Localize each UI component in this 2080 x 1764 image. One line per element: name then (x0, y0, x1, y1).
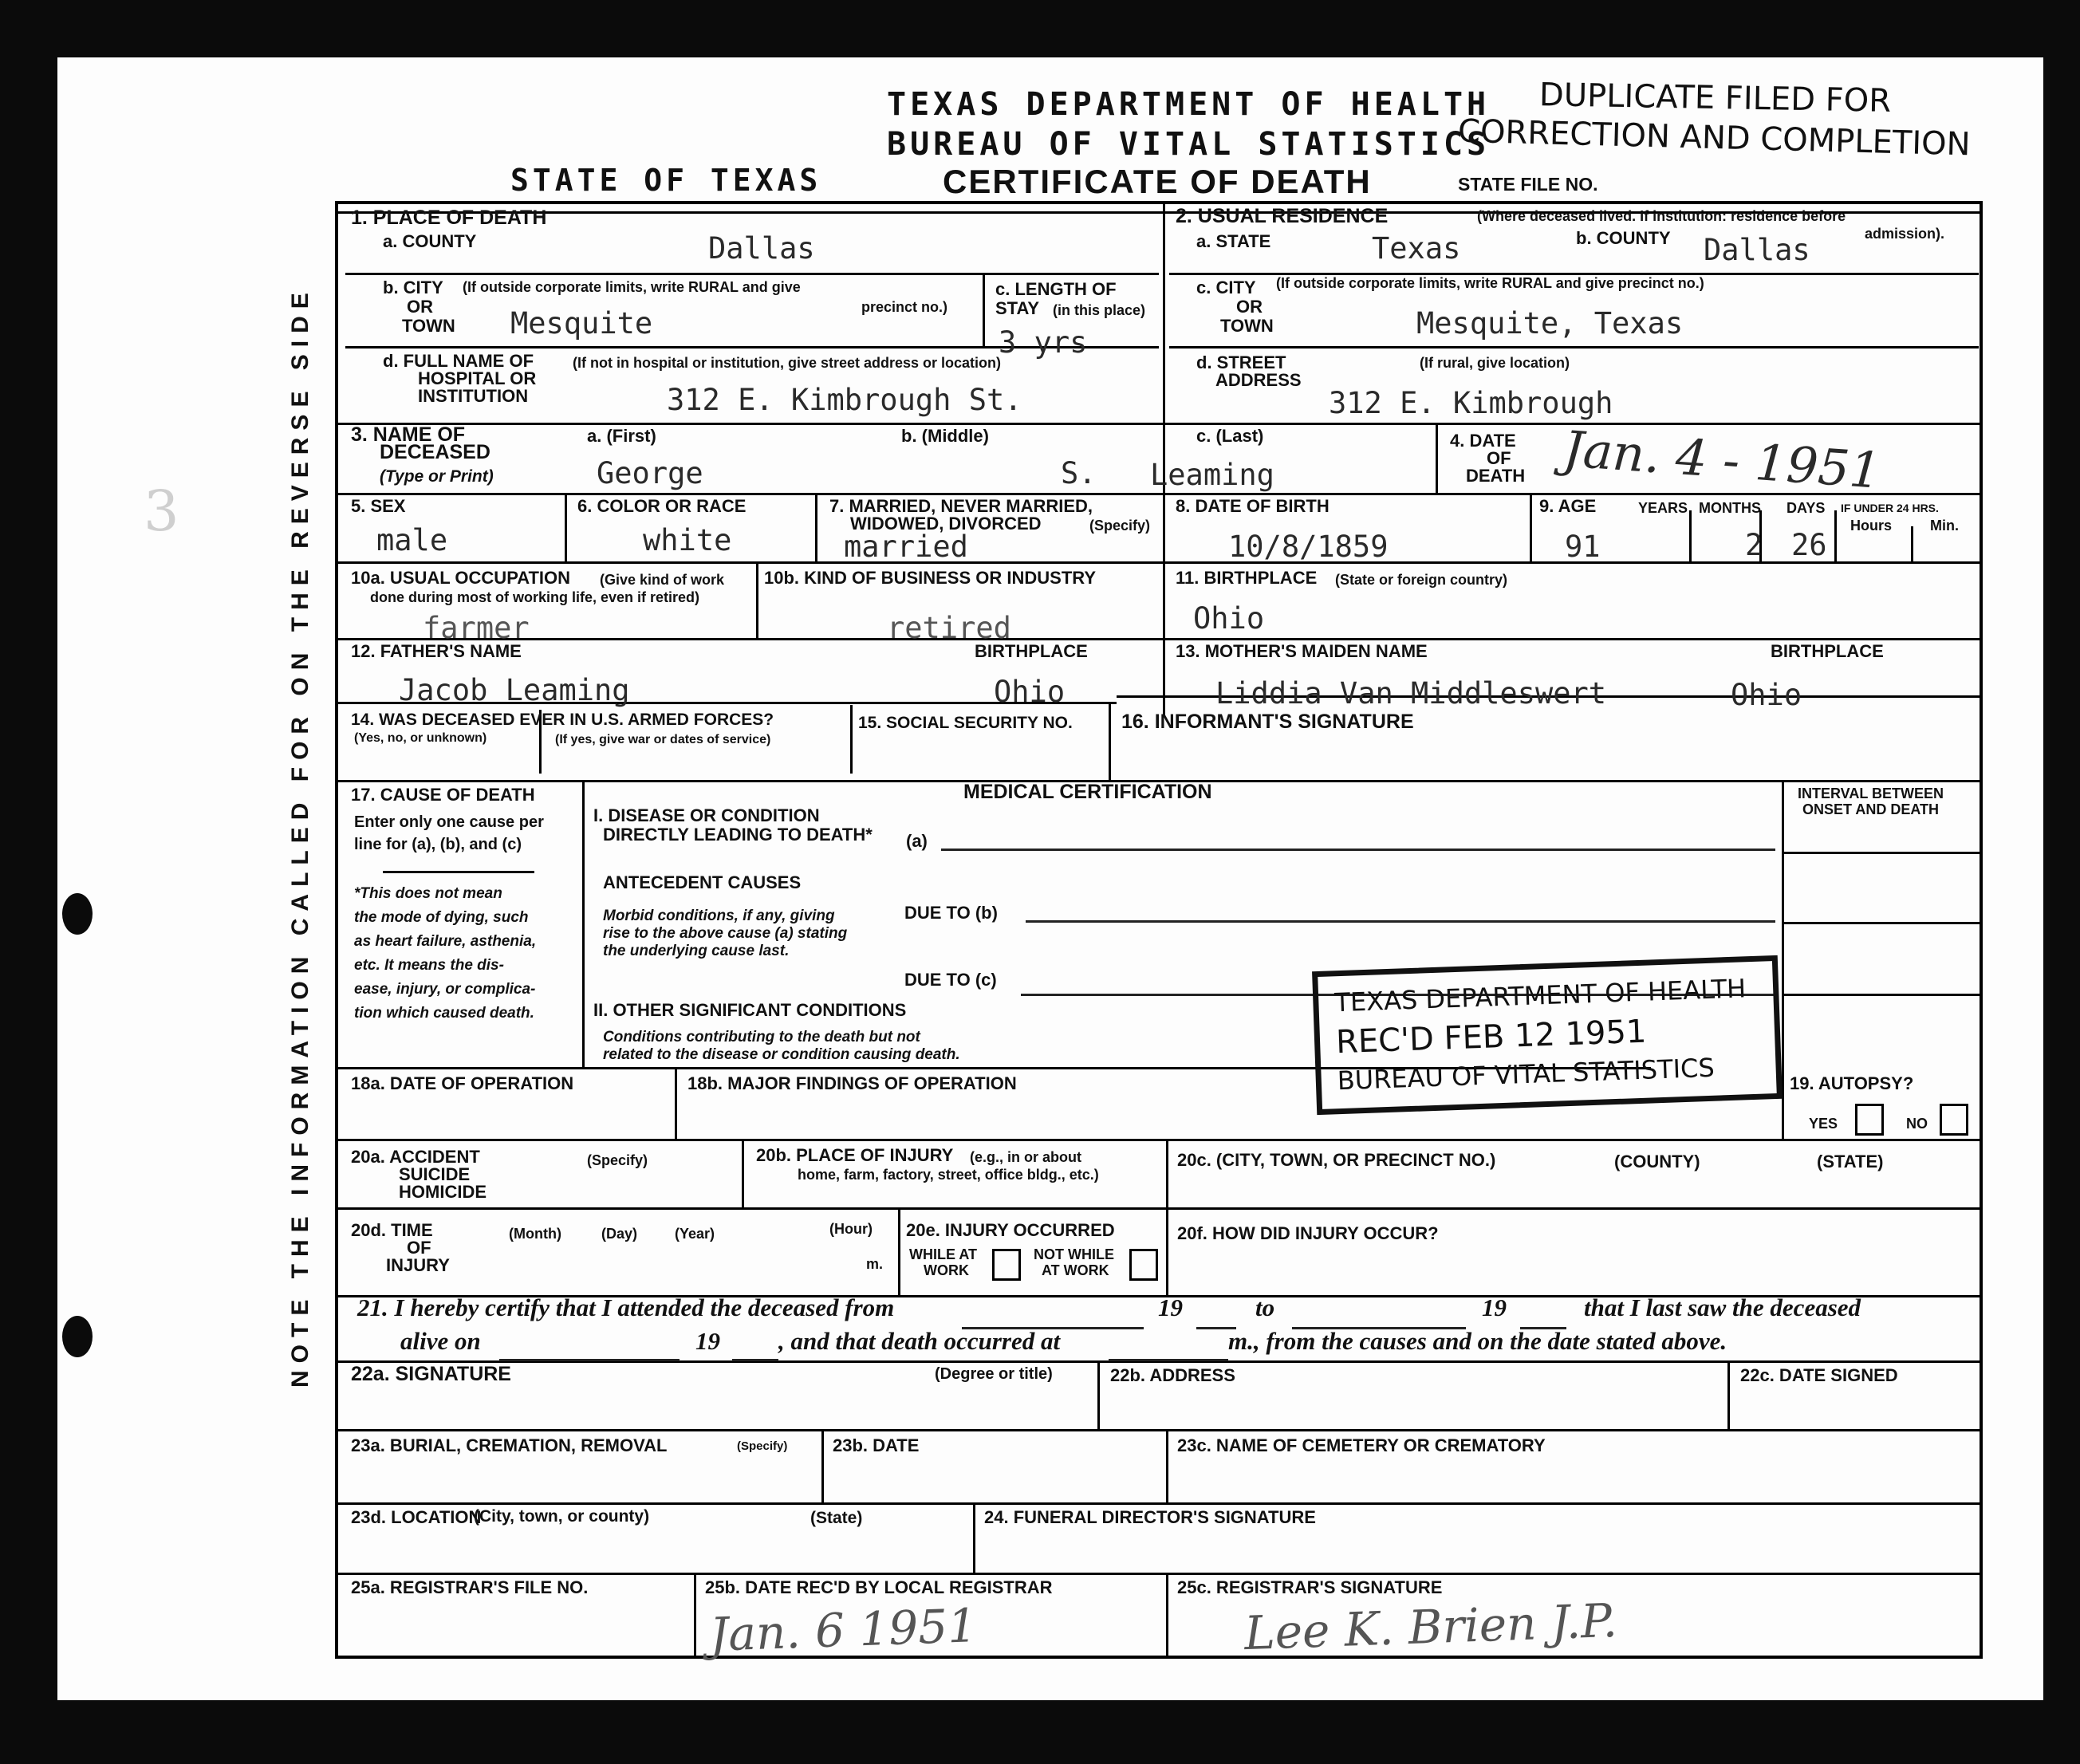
armed-forces-note-2: (If yes, give war or dates of service) (555, 733, 771, 746)
place-of-injury-label: 20b. PLACE OF INJURY (756, 1145, 954, 1165)
certify-death-occurred: , and that death occurred at (778, 1327, 1061, 1355)
res-county-label: b. COUNTY (1576, 228, 1671, 248)
date-recd-value: Jan. 6 1951 (708, 1598, 979, 1662)
punch-hole (62, 1316, 93, 1357)
res-city-or: OR (1236, 297, 1263, 317)
hospital-label-3: INSTITUTION (418, 386, 529, 406)
certify-19b: 19 (1482, 1293, 1507, 1321)
degree-title-label: (Degree or title) (935, 1365, 1053, 1383)
cause-footnote-1: *This does not mean (354, 885, 502, 902)
last-name-label: c. (Last) (1196, 426, 1264, 446)
marital-value: married (844, 530, 968, 564)
date-of-operation-label: 18a. DATE OF OPERATION (351, 1073, 574, 1093)
injury-m-label: m. (866, 1256, 884, 1272)
business-label: 10b. KIND OF BUSINESS OR INDUSTRY (764, 568, 1097, 588)
middle-name-value: S. (1061, 456, 1097, 490)
sex-label: 5. SEX (351, 496, 406, 516)
age-months-value: 2 (1745, 528, 1763, 562)
cause-footnote-6: tion which caused death. (354, 1005, 534, 1022)
medical-certification-heading: MEDICAL CERTIFICATION (963, 781, 1212, 803)
certify-to: to (1255, 1293, 1275, 1321)
operation-findings-label: 18b. MAJOR FINDINGS OF OPERATION (687, 1073, 1017, 1093)
certify-19c: 19 (695, 1327, 720, 1355)
age-label: 9. AGE (1539, 496, 1597, 516)
date-of-death-death: DEATH (1466, 466, 1526, 486)
due-to-c-label: DUE TO (c) (904, 970, 997, 990)
burial-label: 23a. BURIAL, CREMATION, REMOVAL (351, 1435, 668, 1455)
father-birthplace-label: BIRTHPLACE (975, 641, 1088, 661)
city-note: (If outside corporate limits, write RURAL and give (463, 279, 801, 295)
res-street-label-2: ADDRESS (1215, 370, 1302, 390)
age-hours-label: Hours (1850, 518, 1893, 534)
stamp-line3: BUREAU OF VITAL STATISTICS (1337, 1052, 1716, 1097)
father-birthplace-value: Ohio (994, 675, 1066, 709)
hospital-note: (If not in hospital or institution, give street address or location) (573, 355, 1002, 371)
not-while-at-work-label: NOT WHILE (1034, 1246, 1114, 1262)
age-under-24-label: IF UNDER 24 HRS. (1841, 502, 1939, 514)
autopsy-label: 19. AUTOPSY? (1790, 1073, 1914, 1093)
res-city-town: TOWN (1220, 316, 1274, 336)
res-street-label: d. STREET (1196, 352, 1286, 372)
autopsy-yes-checkbox[interactable] (1855, 1104, 1884, 1136)
accident-label: 20a. ACCIDENT (351, 1147, 480, 1167)
interval-label: INTERVAL BETWEEN (1798, 786, 1944, 801)
middle-name-label: b. (Middle) (901, 426, 989, 446)
antecedent-label: ANTECEDENT CAUSES (603, 872, 802, 892)
marital-specify: (Specify) (1089, 518, 1151, 534)
res-city-value: Mesquite, Texas (1416, 306, 1684, 341)
age-days-value: 26 (1791, 528, 1827, 562)
length-of-stay-value: 3 yrs (999, 325, 1088, 360)
cause-footnote-5: ease, injury, or complica- (354, 981, 536, 998)
birthplace-note: (State or foreign country) (1335, 572, 1508, 588)
morbid-note-3: the underlying cause last. (603, 943, 790, 959)
margin-mark: 3 (144, 478, 179, 544)
autopsy-no-label: NO (1906, 1116, 1928, 1132)
duplicate-stamp-line1: DUPLICATE FILED FOR (1538, 77, 1892, 120)
cemetery-label: 23c. NAME OF CEMETERY OR CREMATORY (1177, 1435, 1546, 1455)
date-of-death-value: Jan. 4 - 1951 (1561, 419, 1883, 500)
city-note-precinct: precinct no.) (861, 299, 948, 315)
county-value: Dallas (708, 231, 815, 266)
armed-forces-label: 14. WAS DECEASED EVER IN U.S. ARMED FORCES? (351, 711, 774, 729)
occupation-note-2: done during most of working life, even if retired) (370, 589, 700, 605)
place-of-injury-note-2: home, farm, factory, street, office bldg., etc.) (798, 1167, 1099, 1183)
name-label: 3. NAME OF (351, 423, 466, 446)
date-signed-label: 22c. DATE SIGNED (1740, 1365, 1898, 1385)
place-of-injury-note: (e.g., in or about (970, 1149, 1081, 1165)
state-heading: STATE OF TEXAS (510, 163, 822, 198)
disease-label: I. DISEASE OR CONDITION (593, 805, 820, 825)
usual-residence-label: 2. USUAL RESIDENCE (1176, 205, 1389, 227)
funeral-director-label: 24. FUNERAL DIRECTOR'S SIGNATURE (984, 1507, 1316, 1527)
state-file-no-label: STATE FILE NO. (1458, 174, 1598, 195)
occupation-value: farmer (423, 611, 530, 645)
county-label: a. COUNTY (383, 231, 477, 251)
autopsy-yes-label: YES (1809, 1116, 1838, 1132)
morbid-note-1: Morbid conditions, if any, giving (603, 908, 835, 924)
res-street-value: 312 E. Kimbrough (1329, 386, 1613, 420)
cause-footnote-4: etc. It means the dis- (354, 957, 504, 974)
injury-hour-label: (Hour) (829, 1221, 873, 1237)
cause-footnote-3: as heart failure, asthenia, (354, 933, 537, 950)
certify-last-seen: that I last saw the deceased (1584, 1293, 1861, 1321)
location-note: (City, town, or county) (474, 1507, 650, 1526)
registrar-file-no-label: 25a. REGISTRAR'S FILE NO. (351, 1577, 589, 1597)
res-city-label: c. CITY (1196, 278, 1256, 297)
father-value: Jacob Leaming (399, 673, 630, 707)
usual-residence-note: (Where deceased lived. If institution: residence before (1477, 208, 1846, 224)
hospital-value: 312 E. Kimbrough St. (667, 383, 1022, 417)
race-value: white (643, 523, 732, 557)
morbid-note-2: rise to the above cause (a) stating (603, 925, 848, 942)
cause-footnote-2: the mode of dying, such (354, 909, 529, 926)
location-state-label: (State) (810, 1509, 863, 1527)
cause-of-death-label: 17. CAUSE OF DEATH (351, 785, 535, 805)
dept-heading: TEXAS DEPARTMENT OF HEALTH (887, 86, 1491, 123)
received-stamp (1312, 955, 1783, 1115)
not-while-at-work-checkbox[interactable] (1129, 1249, 1158, 1281)
due-to-b-label: DUE TO (b) (904, 903, 998, 923)
dob-value: 10/8/1859 (1228, 530, 1389, 564)
registrar-signature-value: Lee K. Brien J.P. (1243, 1593, 1618, 1661)
date-of-death-label: 4. DATE (1450, 431, 1516, 451)
birthplace-value: Ohio (1193, 601, 1265, 636)
place-of-death-label: 1. PLACE OF DEATH (351, 207, 547, 229)
duplicate-stamp-line2: CORRECTION AND COMPLETION (1457, 112, 1972, 163)
stamp-line1: TEXAS DEPARTMENT OF HEALTH (1333, 973, 1747, 1018)
injury-county-label: (COUNTY) (1614, 1152, 1700, 1171)
deceased-label: DECEASED (380, 441, 490, 463)
ssn-label: 15. SOCIAL SECURITY NO. (858, 714, 1073, 732)
time-of-injury-label: 20d. TIME (351, 1220, 433, 1240)
autopsy-no-checkbox[interactable] (1940, 1104, 1968, 1136)
type-or-print-label: (Type or Print) (380, 467, 494, 486)
birthplace-label: 11. BIRTHPLACE (1176, 568, 1318, 588)
injury-occurred-label: 20e. INJURY OCCURRED (906, 1220, 1115, 1240)
res-county-value: Dallas (1704, 233, 1810, 267)
certify-19a: 19 (1158, 1293, 1183, 1321)
marital-label-2: WIDOWED, DIVORCED (850, 514, 1042, 534)
injury-year-label: (Year) (675, 1226, 715, 1242)
father-label: 12. FATHER'S NAME (351, 641, 522, 661)
length-of-stay-label: c. LENGTH OF (995, 279, 1117, 299)
res-state-label: a. STATE (1196, 231, 1271, 251)
homicide-label: HOMICIDE (399, 1182, 487, 1202)
business-value: retired (887, 611, 1011, 645)
city-or-label: OR (407, 297, 433, 317)
stay-label: STAY (995, 298, 1040, 318)
not-while-at-work-label-2: AT WORK (1042, 1262, 1109, 1278)
mother-value: Liddia Van Middleswert (1215, 676, 1607, 711)
age-min-label: Min. (1930, 518, 1959, 534)
armed-forces-note: (Yes, no, or unknown) (354, 731, 487, 745)
city-label: b. CITY (383, 278, 443, 297)
hospital-label-2: HOSPITAL OR (418, 368, 537, 388)
cause-instruction-2: line for (a), (b), and (c) (354, 836, 522, 853)
res-city-note: (If outside corporate limits, write RURAL and give precinct no.) (1276, 275, 1704, 291)
race-label: 6. COLOR OR RACE (577, 496, 747, 516)
injury-day-label: (Day) (601, 1226, 638, 1242)
bureau-heading: BUREAU OF VITAL STATISTICS (887, 126, 1491, 163)
res-state-value: Texas (1372, 231, 1461, 266)
occupation-label: 10a. USUAL OCCUPATION (351, 568, 571, 588)
suicide-label: SUICIDE (399, 1164, 471, 1184)
injury-month-label: (Month) (509, 1226, 561, 1242)
res-street-note: (If rural, give location) (1420, 355, 1570, 371)
last-name-value: Leaming (1150, 458, 1274, 492)
other-conditions-label: II. OTHER SIGNIFICANT CONDITIONS (593, 1000, 907, 1020)
city-town-label: TOWN (402, 316, 455, 336)
registrar-signature-label: 25c. REGISTRAR'S SIGNATURE (1177, 1577, 1443, 1597)
mother-birthplace-value: Ohio (1731, 678, 1802, 712)
dob-label: 8. DATE OF BIRTH (1176, 496, 1330, 516)
while-at-work-label-2: WORK (924, 1262, 969, 1278)
while-at-work-checkbox[interactable] (992, 1249, 1021, 1281)
injury-state-label: (STATE) (1817, 1152, 1884, 1171)
interval-label-2: ONSET AND DEATH (1802, 801, 1939, 817)
while-at-work-label: WHILE AT (909, 1246, 977, 1262)
punch-hole (62, 893, 93, 935)
sex-value: male (376, 523, 448, 557)
occupation-note: (Give kind of work (600, 572, 725, 588)
date-of-death-of: OF (1487, 448, 1511, 468)
reverse-side-note: NOTE THE INFORMATION CALLED FOR ON THE REVERSE SIDE (287, 285, 313, 1388)
date-recd-label: 25b. DATE REC'D BY LOCAL REGISTRAR (705, 1577, 1053, 1597)
age-years-label: YEARS (1638, 500, 1688, 516)
first-name-value: George (597, 456, 703, 490)
other-conditions-note-2: related to the disease or condition causing death. (603, 1046, 960, 1063)
certify-alive-on: alive on (400, 1327, 481, 1355)
signature-label: 22a. SIGNATURE (351, 1363, 511, 1385)
age-days-label: DAYS (1787, 500, 1826, 516)
informant-signature-label: 16. INFORMANT'S SIGNATURE (1121, 711, 1414, 733)
burial-specify: (Specify) (737, 1439, 788, 1453)
time-of-injury-of: OF (407, 1238, 431, 1258)
accident-specify: (Specify) (587, 1152, 648, 1168)
stamp-line2: REC'D FEB 12 1951 (1335, 1013, 1648, 1061)
certify-text-1: 21. I hereby certify that I attended the deceased from (357, 1293, 895, 1321)
disease-label-2: DIRECTLY LEADING TO DEATH* (603, 825, 873, 845)
city-value: Mesquite (510, 306, 653, 341)
burial-date-label: 23b. DATE (833, 1435, 920, 1455)
age-years-value: 91 (1565, 530, 1601, 564)
location-label: 23d. LOCATION (351, 1507, 482, 1527)
marital-label: 7. MARRIED, NEVER MARRIED, (829, 496, 1093, 516)
time-of-injury-injury: INJURY (386, 1255, 450, 1275)
hospital-label: d. FULL NAME OF (383, 351, 534, 371)
age-months-label: MONTHS (1699, 500, 1761, 516)
address-label: 22b. ADDRESS (1110, 1365, 1235, 1385)
mother-birthplace-label: BIRTHPLACE (1771, 641, 1884, 661)
injury-city-label: 20c. (CITY, TOWN, OR PRECINCT NO.) (1177, 1150, 1496, 1170)
certify-from-causes: m., from the causes and on the date stated above. (1228, 1327, 1727, 1355)
cause-instruction-1: Enter only one cause per (354, 813, 544, 831)
page-title: CERTIFICATE OF DEATH (943, 163, 1372, 200)
disease-a-label: (a) (906, 831, 928, 851)
mother-label: 13. MOTHER'S MAIDEN NAME (1176, 641, 1428, 661)
other-conditions-note: Conditions contributing to the death but not (603, 1029, 920, 1045)
stay-note: (in this place) (1053, 302, 1146, 318)
how-injury-label: 20f. HOW DID INJURY OCCUR? (1177, 1223, 1439, 1243)
first-name-label: a. (First) (587, 426, 656, 446)
usual-residence-note-2: admission). (1865, 226, 1945, 242)
